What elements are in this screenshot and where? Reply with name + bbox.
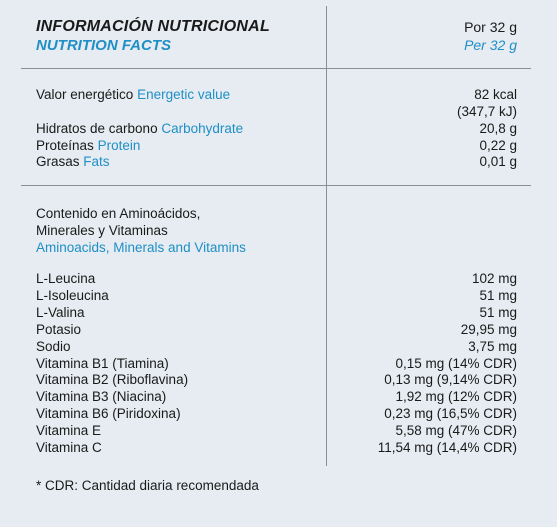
nutrient-value: 0,13 mg (9,14% CDR) [384, 372, 517, 388]
title-en: NUTRITION FACTS [36, 37, 171, 54]
title-es: INFORMACIÓN NUTRICIONAL [36, 18, 270, 35]
macro-value: 20,8 g [479, 121, 517, 136]
nutrient-label: Vitamina B6 (Piridoxina) [36, 406, 181, 422]
energy-kcal: 82 kcal [474, 87, 517, 102]
nutrient-value: 102 mg [471, 271, 517, 286]
macro-label-es: Proteínas [36, 137, 94, 153]
column-divider [326, 6, 327, 466]
nutrient-label: L-Leucina [36, 271, 96, 286]
nutrient-label: Vitamina C [36, 440, 102, 455]
header-divider [21, 68, 531, 69]
energy-label-es: Valor energético [36, 87, 134, 102]
serving-es: Por 32 g [464, 19, 517, 35]
macro-label [36, 138, 140, 153]
nutrient-value: 5,58 mg (47% CDR) [395, 423, 517, 439]
nutrient-label: Vitamina E [36, 423, 102, 439]
macro-label-en: Carbohydrate [161, 121, 244, 136]
macro-label-en: Fats [83, 154, 110, 170]
macro-label-es: Hidratos de carbono [36, 121, 158, 136]
nutrient-value: 0,23 mg (16,5% CDR) [384, 406, 517, 422]
nutrient-value: 51 mg [479, 287, 517, 303]
serving-en: Per 32 g [464, 37, 517, 53]
energy-label-en: Energetic value [137, 87, 231, 102]
macro-value: 0,01 g [479, 154, 517, 170]
macro-label [36, 121, 243, 136]
section-title-en: Aminoacids, Minerals and Vitamins [36, 240, 246, 255]
nutrient-value: 51 mg [479, 304, 517, 320]
nutrient-label: Potasio [36, 321, 82, 337]
footnote: * CDR: Cantidad diaria recomendada [36, 478, 259, 493]
macro-label-en: Protein [97, 137, 141, 153]
section-title-es-1: Contenido en Aminoácidos, [36, 206, 201, 221]
nutrient-label: L-Isoleucina [36, 287, 109, 303]
nutrient-label: Vitamina B2 (Riboflavina) [36, 372, 189, 388]
section-title-es-2: Minerales y Vitaminas [36, 223, 168, 238]
nutrient-label: L-Valina [36, 304, 85, 320]
nutrient-value: 3,75 mg [468, 338, 517, 354]
nutrient-label: Vitamina B3 (Niacina) [36, 389, 167, 405]
nutrient-value: 29,95 mg [460, 321, 517, 337]
nutrient-value: 11,54 mg (14,4% CDR) [377, 440, 517, 455]
energy-label [36, 87, 230, 102]
nutrient-label: Vitamina B1 (Tiamina) [36, 355, 169, 371]
section-title [36, 205, 246, 256]
nutrient-label: Sodio [36, 338, 71, 354]
macro-value: 0,22 g [479, 137, 517, 153]
energy-kj: (347,7 kJ) [456, 104, 517, 119]
nutrient-value: 0,15 mg (14% CDR) [395, 355, 517, 371]
macro-label-es: Grasas [36, 154, 80, 170]
nutrient-value: 1,92 mg (12% CDR) [395, 389, 517, 405]
macros-divider [21, 185, 531, 186]
macro-label [36, 154, 110, 169]
